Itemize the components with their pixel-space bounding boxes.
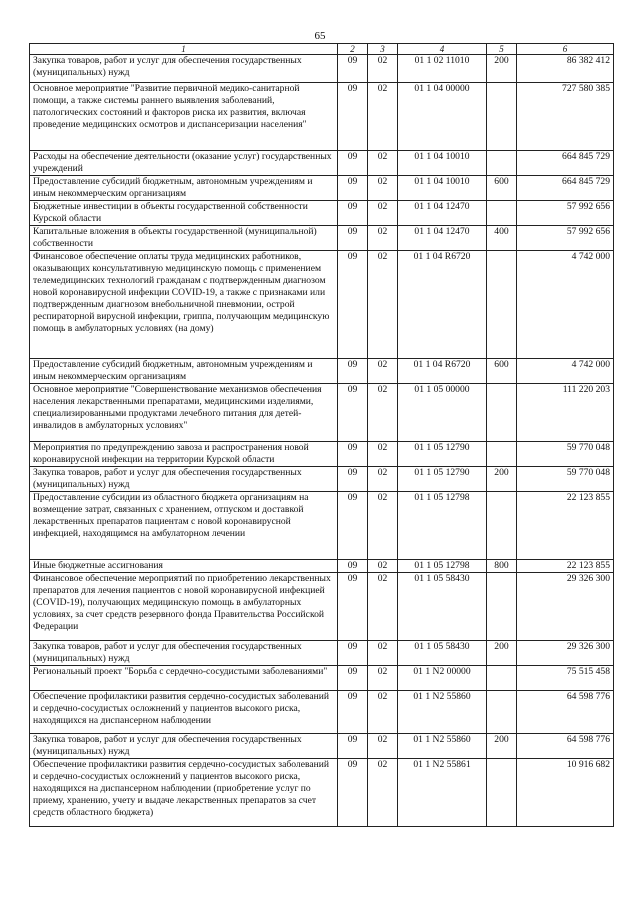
row-expense-type bbox=[487, 573, 517, 641]
row-subsection: 02 bbox=[368, 691, 398, 734]
row-target-code: 01 1 N2 55860 bbox=[398, 691, 487, 734]
row-name: Финансовое обеспечение оплаты труда медицинских работников, оказывающих консультативную медицинскую помощь с применением телемедицинских технологий гражданам с подтвержденным диагнозом новой коронавирусной инфекции COVID-19, а также с признаками или подтвержденным диагнозом внебольничной пневмонии, острой респираторной вирусной инфекции, гриппа, получающим медицинскую помощь в амбулаторных условиях (на дому) bbox=[30, 251, 338, 359]
header-row bbox=[30, 44, 614, 55]
row-section: 09 bbox=[338, 442, 368, 467]
table-row bbox=[30, 641, 614, 666]
row-target-code: 01 1 04 10010 bbox=[398, 176, 487, 201]
row-subsection: 02 bbox=[368, 201, 398, 226]
row-expense-type bbox=[487, 83, 517, 151]
row-name: Финансовое обеспечение мероприятий по приобретению лекарственных препаратов для лечения пациентов с новой коронавирусной инфекцией (COVID-19), получающих медицинскую помощь в амбулаторных условиях, за счет средств резервного фонда Правительства Российской Федерации bbox=[30, 573, 338, 641]
row-amount: 64 598 776 bbox=[517, 691, 614, 734]
row-section: 09 bbox=[338, 759, 368, 827]
row-subsection: 02 bbox=[368, 55, 398, 83]
row-expense-type bbox=[487, 251, 517, 359]
row-subsection: 02 bbox=[368, 226, 398, 251]
row-section: 09 bbox=[338, 666, 368, 691]
row-target-code: 01 1 N2 55861 bbox=[398, 759, 487, 827]
row-amount: 86 382 412 bbox=[517, 55, 614, 83]
row-section: 09 bbox=[338, 201, 368, 226]
row-subsection: 02 bbox=[368, 251, 398, 359]
row-section: 09 bbox=[338, 83, 368, 151]
header-col-6: 6 bbox=[517, 44, 614, 55]
table-row bbox=[30, 467, 614, 492]
row-amount: 22 123 855 bbox=[517, 560, 614, 573]
row-amount: 664 845 729 bbox=[517, 176, 614, 201]
row-target-code: 01 1 04 00000 bbox=[398, 83, 487, 151]
row-section: 09 bbox=[338, 151, 368, 176]
table-row bbox=[30, 359, 614, 384]
page-number: 65 bbox=[314, 30, 326, 42]
row-name: Закупка товаров, работ и услуг для обеспечения государственных (муниципальных) нужд bbox=[30, 734, 338, 759]
table-row bbox=[30, 176, 614, 201]
table-row bbox=[30, 201, 614, 226]
row-section: 09 bbox=[338, 467, 368, 492]
row-name: Иные бюджетные ассигнования bbox=[30, 560, 338, 573]
row-subsection: 02 bbox=[368, 359, 398, 384]
row-target-code: 01 1 05 00000 bbox=[398, 384, 487, 442]
row-amount: 57 992 656 bbox=[517, 201, 614, 226]
row-target-code: 01 1 05 12790 bbox=[398, 467, 487, 492]
row-name: Основное мероприятие "Развитие первичной медико-санитарной помощи, а также системы раннего выявления заболеваний, патологических состояний и факторов риска их развития, включая проведение медицинских осмотров и диспансеризации населения" bbox=[30, 83, 338, 151]
table-row bbox=[30, 442, 614, 467]
table-row bbox=[30, 251, 614, 359]
row-target-code: 01 1 05 58430 bbox=[398, 573, 487, 641]
row-subsection: 02 bbox=[368, 467, 398, 492]
row-subsection: 02 bbox=[368, 492, 398, 560]
budget-table bbox=[29, 43, 614, 827]
row-target-code: 01 1 04 R6720 bbox=[398, 359, 487, 384]
row-section: 09 bbox=[338, 359, 368, 384]
row-subsection: 02 bbox=[368, 666, 398, 691]
row-section: 09 bbox=[338, 55, 368, 83]
table-row bbox=[30, 734, 614, 759]
row-expense-type bbox=[487, 492, 517, 560]
row-amount: 664 845 729 bbox=[517, 151, 614, 176]
row-expense-type bbox=[487, 759, 517, 827]
row-name: Предоставление субсидий бюджетным, автономным учреждениям и иным некоммерческим организациям bbox=[30, 359, 338, 384]
row-target-code: 01 1 04 12470 bbox=[398, 201, 487, 226]
row-expense-type: 200 bbox=[487, 641, 517, 666]
row-amount: 57 992 656 bbox=[517, 226, 614, 251]
row-amount: 75 515 458 bbox=[517, 666, 614, 691]
row-subsection: 02 bbox=[368, 83, 398, 151]
table-row bbox=[30, 666, 614, 691]
row-expense-type bbox=[487, 384, 517, 442]
table-row bbox=[30, 573, 614, 641]
table-row bbox=[30, 226, 614, 251]
row-section: 09 bbox=[338, 251, 368, 359]
row-target-code: 01 1 05 12798 bbox=[398, 492, 487, 560]
row-section: 09 bbox=[338, 560, 368, 573]
table-row bbox=[30, 691, 614, 734]
row-name: Обеспечение профилактики развития сердечно-сосудистых заболеваний и сердечно-сосудистых осложнений у пациентов высокого риска, находящихся на диспансерном наблюдении (приобретение услуг по приему, хранению, учету и выдаче лекарственных препаратов за счет средств областного бюджета) bbox=[30, 759, 338, 827]
table-row bbox=[30, 560, 614, 573]
row-expense-type bbox=[487, 691, 517, 734]
header-col-2: 2 bbox=[338, 44, 368, 55]
row-name: Региональный проект "Борьба с сердечно-сосудистыми заболеваниями" bbox=[30, 666, 338, 691]
row-amount: 22 123 855 bbox=[517, 492, 614, 560]
row-name: Расходы на обеспечение деятельности (оказание услуг) государственных учреждений bbox=[30, 151, 338, 176]
row-subsection: 02 bbox=[368, 384, 398, 442]
row-target-code: 01 1 05 12790 bbox=[398, 442, 487, 467]
row-name: Основное мероприятие "Совершенствование механизмов обеспечения населения лекарственными препаратами, медицинскими изделиями, специализированными продуктами лечебного питания для детей-инвалидов в амбулаторных условиях" bbox=[30, 384, 338, 442]
row-subsection: 02 bbox=[368, 573, 398, 641]
row-target-code: 01 1 04 12470 bbox=[398, 226, 487, 251]
row-expense-type: 200 bbox=[487, 467, 517, 492]
row-amount: 10 916 682 bbox=[517, 759, 614, 827]
row-subsection: 02 bbox=[368, 560, 398, 573]
row-section: 09 bbox=[338, 226, 368, 251]
row-expense-type bbox=[487, 201, 517, 226]
row-section: 09 bbox=[338, 691, 368, 734]
row-expense-type bbox=[487, 666, 517, 691]
row-subsection: 02 bbox=[368, 734, 398, 759]
row-section: 09 bbox=[338, 492, 368, 560]
row-target-code: 01 1 N2 55860 bbox=[398, 734, 487, 759]
row-amount: 59 770 048 bbox=[517, 442, 614, 467]
row-subsection: 02 bbox=[368, 151, 398, 176]
row-name: Предоставление субсидий бюджетным, автономным учреждениям и иным некоммерческим организациям bbox=[30, 176, 338, 201]
row-name: Капитальные вложения в объекты государственной (муниципальной) собственности bbox=[30, 226, 338, 251]
row-target-code: 01 1 N2 00000 bbox=[398, 666, 487, 691]
row-subsection: 02 bbox=[368, 759, 398, 827]
table-row bbox=[30, 384, 614, 442]
row-name: Бюджетные инвестиции в объекты государственной собственности Курской области bbox=[30, 201, 338, 226]
row-expense-type: 600 bbox=[487, 359, 517, 384]
header-col-5: 5 bbox=[487, 44, 517, 55]
row-section: 09 bbox=[338, 641, 368, 666]
row-section: 09 bbox=[338, 176, 368, 201]
row-amount: 4 742 000 bbox=[517, 359, 614, 384]
row-expense-type: 200 bbox=[487, 55, 517, 83]
row-amount: 727 580 385 bbox=[517, 83, 614, 151]
row-section: 09 bbox=[338, 734, 368, 759]
row-amount: 4 742 000 bbox=[517, 251, 614, 359]
row-expense-type: 200 bbox=[487, 734, 517, 759]
row-amount: 29 326 300 bbox=[517, 641, 614, 666]
row-amount: 111 220 203 bbox=[517, 384, 614, 442]
row-section: 09 bbox=[338, 384, 368, 442]
table-row bbox=[30, 492, 614, 560]
row-name: Мероприятия по предупреждению завоза и распространения новой коронавирусной инфекции на территории Курской области bbox=[30, 442, 338, 467]
header-col-1: 1 bbox=[30, 44, 338, 55]
row-subsection: 02 bbox=[368, 176, 398, 201]
row-expense-type bbox=[487, 151, 517, 176]
row-name: Закупка товаров, работ и услуг для обеспечения государственных (муниципальных) нужд bbox=[30, 55, 338, 83]
row-target-code: 01 1 04 R6720 bbox=[398, 251, 487, 359]
header-col-3: 3 bbox=[368, 44, 398, 55]
header-col-4: 4 bbox=[398, 44, 487, 55]
row-amount: 64 598 776 bbox=[517, 734, 614, 759]
row-subsection: 02 bbox=[368, 442, 398, 467]
row-amount: 29 326 300 bbox=[517, 573, 614, 641]
row-target-code: 01 1 05 12798 bbox=[398, 560, 487, 573]
row-target-code: 01 1 04 10010 bbox=[398, 151, 487, 176]
row-subsection: 02 bbox=[368, 641, 398, 666]
row-name: Закупка товаров, работ и услуг для обеспечения государственных (муниципальных) нужд bbox=[30, 467, 338, 492]
table-row bbox=[30, 759, 614, 827]
row-name: Предоставление субсидии из областного бюджета организациям на возмещение затрат, связанных с хранением, отпуском и доставкой лекарственных препаратов пациентам с новой коронавирусной инфекцией, находящимся на амбулаторном лечении bbox=[30, 492, 338, 560]
row-expense-type: 600 bbox=[487, 176, 517, 201]
row-name: Закупка товаров, работ и услуг для обеспечения государственных (муниципальных) нужд bbox=[30, 641, 338, 666]
row-target-code: 01 1 02 11010 bbox=[398, 55, 487, 83]
row-name: Обеспечение профилактики развития сердечно-сосудистых заболеваний и сердечно-сосудистых осложнений у пациентов высокого риска, находящихся на диспансерном наблюдении bbox=[30, 691, 338, 734]
table-row bbox=[30, 151, 614, 176]
row-section: 09 bbox=[338, 573, 368, 641]
row-expense-type bbox=[487, 442, 517, 467]
row-amount: 59 770 048 bbox=[517, 467, 614, 492]
row-expense-type: 800 bbox=[487, 560, 517, 573]
table-row bbox=[30, 55, 614, 83]
row-target-code: 01 1 05 58430 bbox=[398, 641, 487, 666]
row-expense-type: 400 bbox=[487, 226, 517, 251]
table-row bbox=[30, 83, 614, 151]
